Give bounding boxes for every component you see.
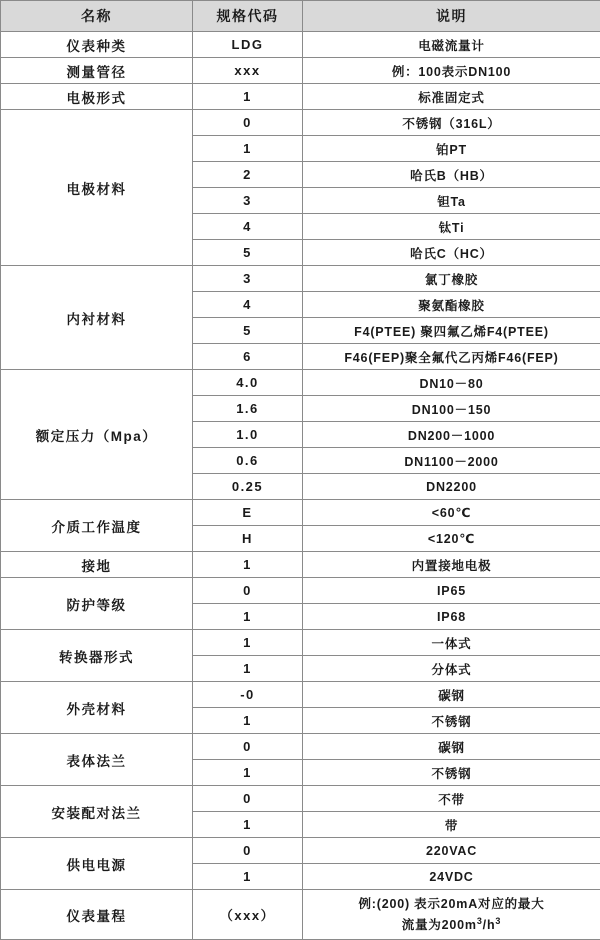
row-description-cell: 氯丁橡胶 xyxy=(303,266,600,292)
row-name-cell: 仪表量程 xyxy=(1,890,193,940)
row-code-cell: （xxx） xyxy=(193,890,303,940)
row-description-cell: F46(FEP)聚全氟代乙丙烯F46(FEP) xyxy=(303,344,600,370)
row-code-cell: 1 xyxy=(193,656,303,682)
row-name-cell: 安装配对法兰 xyxy=(1,786,193,838)
row-code-cell: 1.0 xyxy=(193,422,303,448)
row-description-cell: 电磁流量计 xyxy=(303,32,600,58)
row-description-cell: DN2200 xyxy=(303,474,600,500)
row-code-cell: 3 xyxy=(193,188,303,214)
row-name-cell: 测量管径 xyxy=(1,58,193,84)
row-code-cell: 0.25 xyxy=(193,474,303,500)
row-code-cell: 1 xyxy=(193,864,303,890)
row-description-cell: 不锈钢（316L） xyxy=(303,110,600,136)
row-name-cell: 接地 xyxy=(1,552,193,578)
row-description-cell: IP65 xyxy=(303,578,600,604)
row-code-cell: -0 xyxy=(193,682,303,708)
table-row xyxy=(1,578,600,604)
row-description-cell: DN200－1000 xyxy=(303,422,600,448)
row-code-cell: LDG xyxy=(193,32,303,58)
row-code-cell: 4 xyxy=(193,214,303,240)
table-body xyxy=(1,32,600,940)
row-name-cell: 仪表种类 xyxy=(1,32,193,58)
row-description-cell: 标准固定式 xyxy=(303,84,600,110)
column-header-name: 名称 xyxy=(1,1,193,32)
row-description-cell: 不锈钢 xyxy=(303,708,600,734)
row-code-cell: 0 xyxy=(193,110,303,136)
row-description-cell: DN1100－2000 xyxy=(303,448,600,474)
row-description-cell: DN100－150 xyxy=(303,396,600,422)
row-code-cell: 1 xyxy=(193,812,303,838)
table-row xyxy=(1,58,600,84)
table-row xyxy=(1,786,600,812)
table-row xyxy=(1,110,600,136)
row-code-cell: 1.6 xyxy=(193,396,303,422)
row-code-cell: E xyxy=(193,500,303,526)
row-name-cell: 介质工作温度 xyxy=(1,500,193,552)
row-description-cell: 钛Ti xyxy=(303,214,600,240)
row-code-cell: 5 xyxy=(193,240,303,266)
row-code-cell: 5 xyxy=(193,318,303,344)
row-name-cell: 表体法兰 xyxy=(1,734,193,786)
row-description-cell: 不锈钢 xyxy=(303,760,600,786)
table-row xyxy=(1,84,600,110)
row-code-cell: 1 xyxy=(193,552,303,578)
row-description-cell: 碳钢 xyxy=(303,682,600,708)
row-description-cell: 哈氏C（HC） xyxy=(303,240,600,266)
row-description-cell: 一体式 xyxy=(303,630,600,656)
row-description-cell: 哈氏B（HB） xyxy=(303,162,600,188)
row-description-cell: 铂PT xyxy=(303,136,600,162)
row-code-cell: H xyxy=(193,526,303,552)
column-header-description: 说明 xyxy=(303,1,600,32)
row-description-cell: 不带 xyxy=(303,786,600,812)
row-code-cell: 3 xyxy=(193,266,303,292)
row-code-cell: 1 xyxy=(193,630,303,656)
row-description-cell: 钽Ta xyxy=(303,188,600,214)
row-code-cell: 0 xyxy=(193,734,303,760)
row-description-cell: 24VDC xyxy=(303,864,600,890)
row-name-cell: 内衬材料 xyxy=(1,266,193,370)
row-description-cell: 碳钢 xyxy=(303,734,600,760)
row-code-cell: 0 xyxy=(193,786,303,812)
row-description-cell: 带 xyxy=(303,812,600,838)
table-row xyxy=(1,682,600,708)
table-row xyxy=(1,370,600,396)
row-description-cell: 聚氨酯橡胶 xyxy=(303,292,600,318)
row-code-cell: 0.6 xyxy=(193,448,303,474)
table-row xyxy=(1,838,600,864)
row-description-cell: 分体式 xyxy=(303,656,600,682)
table-row xyxy=(1,890,600,940)
row-name-cell: 电极材料 xyxy=(1,110,193,266)
row-code-cell: 1 xyxy=(193,708,303,734)
column-header-code: 规格代码 xyxy=(193,1,303,32)
table-row xyxy=(1,266,600,292)
row-description-cell: 例:(200) 表示20mA对应的最大 流量为$200m^3/h^3$ xyxy=(303,890,600,940)
row-name-cell: 外壳材料 xyxy=(1,682,193,734)
table-row xyxy=(1,630,600,656)
row-code-cell: 1 xyxy=(193,84,303,110)
row-code-cell: 1 xyxy=(193,136,303,162)
row-description-cell: 220VAC xyxy=(303,838,600,864)
row-code-cell: 6 xyxy=(193,344,303,370)
table-row xyxy=(1,32,600,58)
table-row xyxy=(1,500,600,526)
row-description-cell: <120℃ xyxy=(303,526,600,552)
row-description-cell: F4(PTEE) 聚四氟乙烯F4(PTEE) xyxy=(303,318,600,344)
row-code-cell: 0 xyxy=(193,838,303,864)
table-row xyxy=(1,734,600,760)
table-header xyxy=(1,1,600,32)
row-description-cell: 内置接地电极 xyxy=(303,552,600,578)
row-name-cell: 供电电源 xyxy=(1,838,193,890)
row-code-cell: 2 xyxy=(193,162,303,188)
row-description-cell: IP68 xyxy=(303,604,600,630)
row-name-cell: 额定压力（Mpa） xyxy=(1,370,193,500)
row-code-cell: 0 xyxy=(193,578,303,604)
row-code-cell: xxx xyxy=(193,58,303,84)
row-code-cell: 4.0 xyxy=(193,370,303,396)
row-description-cell: <60℃ xyxy=(303,500,600,526)
row-name-cell: 转换器形式 xyxy=(1,630,193,682)
table-row xyxy=(1,552,600,578)
table-header-row xyxy=(1,1,600,32)
row-name-cell: 防护等级 xyxy=(1,578,193,630)
row-description-cell: 例：100表示DN100 xyxy=(303,58,600,84)
row-code-cell: 1 xyxy=(193,760,303,786)
row-name-cell: 电极形式 xyxy=(1,84,193,110)
row-description-cell: DN10－80 xyxy=(303,370,600,396)
row-code-cell: 1 xyxy=(193,604,303,630)
row-code-cell: 4 xyxy=(193,292,303,318)
